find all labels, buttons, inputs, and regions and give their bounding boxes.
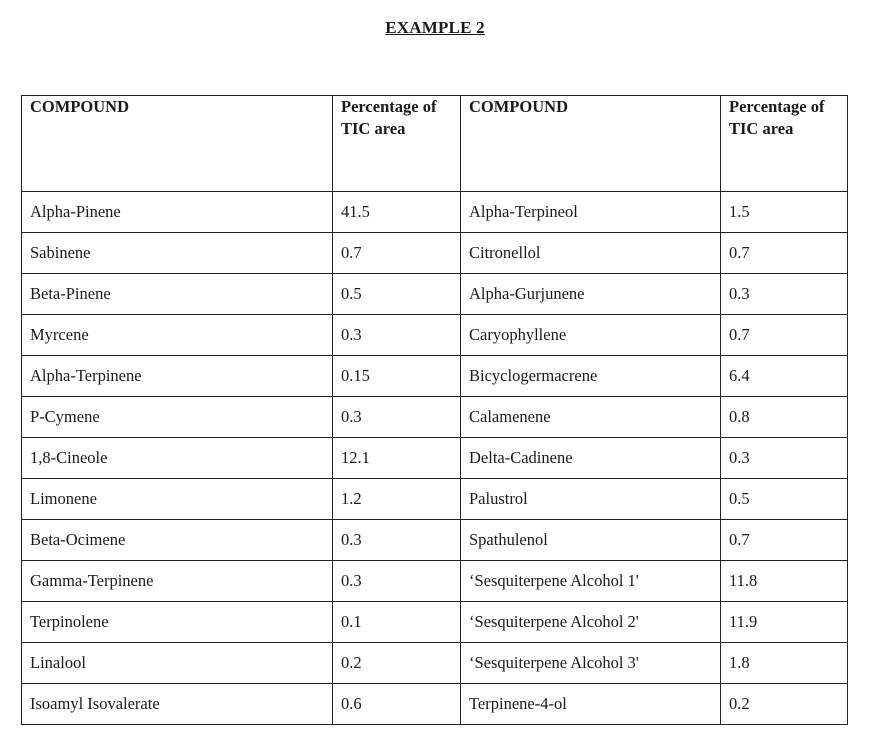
table-row <box>22 684 848 725</box>
table-row <box>22 397 848 438</box>
table-row <box>22 274 848 315</box>
cell-compound-right: Alpha-Gurjunene <box>461 274 721 315</box>
table-row <box>22 479 848 520</box>
cell-compound-left: Linalool <box>22 643 333 684</box>
cell-percentage-right: 0.7 <box>721 315 848 356</box>
cell-compound-right: Alpha-Terpineol <box>461 192 721 233</box>
header-percentage-left: Percentage of TIC area <box>333 96 461 192</box>
cell-percentage-right: 1.8 <box>721 643 848 684</box>
cell-percentage-right: 11.9 <box>721 602 848 643</box>
compound-table <box>21 95 848 725</box>
cell-percentage-right: 0.5 <box>721 479 848 520</box>
cell-compound-left: Myrcene <box>22 315 333 356</box>
cell-compound-right: Citronellol <box>461 233 721 274</box>
cell-percentage-left: 1.2 <box>333 479 461 520</box>
cell-percentage-left: 41.5 <box>333 192 461 233</box>
header-percentage-right: Percentage of TIC area <box>721 96 848 192</box>
cell-percentage-right: 1.5 <box>721 192 848 233</box>
cell-compound-left: Gamma-Terpinene <box>22 561 333 602</box>
cell-percentage-left: 0.1 <box>333 602 461 643</box>
document-title: EXAMPLE 2 <box>385 18 485 37</box>
header-compound-left: COMPOUND <box>22 96 333 192</box>
cell-percentage-left: 0.7 <box>333 233 461 274</box>
cell-percentage-right: 0.3 <box>721 274 848 315</box>
cell-percentage-left: 0.2 <box>333 643 461 684</box>
cell-percentage-left: 0.6 <box>333 684 461 725</box>
table-row <box>22 643 848 684</box>
cell-compound-left: P-Cymene <box>22 397 333 438</box>
cell-percentage-left: 0.3 <box>333 397 461 438</box>
table-row <box>22 520 848 561</box>
cell-percentage-left: 12.1 <box>333 438 461 479</box>
header-compound-right: COMPOUND <box>461 96 721 192</box>
cell-percentage-right: 0.3 <box>721 438 848 479</box>
cell-percentage-left: 0.5 <box>333 274 461 315</box>
cell-compound-right: Caryophyllene <box>461 315 721 356</box>
table-row <box>22 192 848 233</box>
cell-compound-left: Isoamyl Isovalerate <box>22 684 333 725</box>
cell-compound-left: Limonene <box>22 479 333 520</box>
cell-compound-right: Terpinene-4-ol <box>461 684 721 725</box>
cell-compound-right: ‘Sesquiterpene Alcohol 1' <box>461 561 721 602</box>
cell-compound-left: Beta-Ocimene <box>22 520 333 561</box>
cell-compound-right: ‘Sesquiterpene Alcohol 3' <box>461 643 721 684</box>
table-row <box>22 602 848 643</box>
table-row <box>22 356 848 397</box>
cell-compound-left: Alpha-Pinene <box>22 192 333 233</box>
table-header-row <box>22 96 848 192</box>
table-row <box>22 233 848 274</box>
cell-percentage-right: 0.7 <box>721 520 848 561</box>
cell-compound-right: Palustrol <box>461 479 721 520</box>
cell-compound-right: Calamenene <box>461 397 721 438</box>
cell-compound-left: Alpha-Terpinene <box>22 356 333 397</box>
cell-percentage-right: 6.4 <box>721 356 848 397</box>
cell-compound-right: ‘Sesquiterpene Alcohol 2' <box>461 602 721 643</box>
cell-compound-right: Bicyclogermacrene <box>461 356 721 397</box>
cell-compound-left: Beta-Pinene <box>22 274 333 315</box>
cell-percentage-left: 0.3 <box>333 315 461 356</box>
cell-compound-left: Sabinene <box>22 233 333 274</box>
cell-compound-left: 1,8-Cineole <box>22 438 333 479</box>
cell-percentage-left: 0.3 <box>333 561 461 602</box>
cell-percentage-right: 0.8 <box>721 397 848 438</box>
table-body <box>22 192 848 725</box>
cell-percentage-right: 0.2 <box>721 684 848 725</box>
cell-percentage-left: 0.15 <box>333 356 461 397</box>
cell-percentage-right: 0.7 <box>721 233 848 274</box>
cell-percentage-right: 11.8 <box>721 561 848 602</box>
cell-percentage-left: 0.3 <box>333 520 461 561</box>
table-row <box>22 315 848 356</box>
cell-compound-left: Terpinolene <box>22 602 333 643</box>
table-row <box>22 561 848 602</box>
cell-compound-right: Spathulenol <box>461 520 721 561</box>
table-row <box>22 438 848 479</box>
cell-compound-right: Delta-Cadinene <box>461 438 721 479</box>
